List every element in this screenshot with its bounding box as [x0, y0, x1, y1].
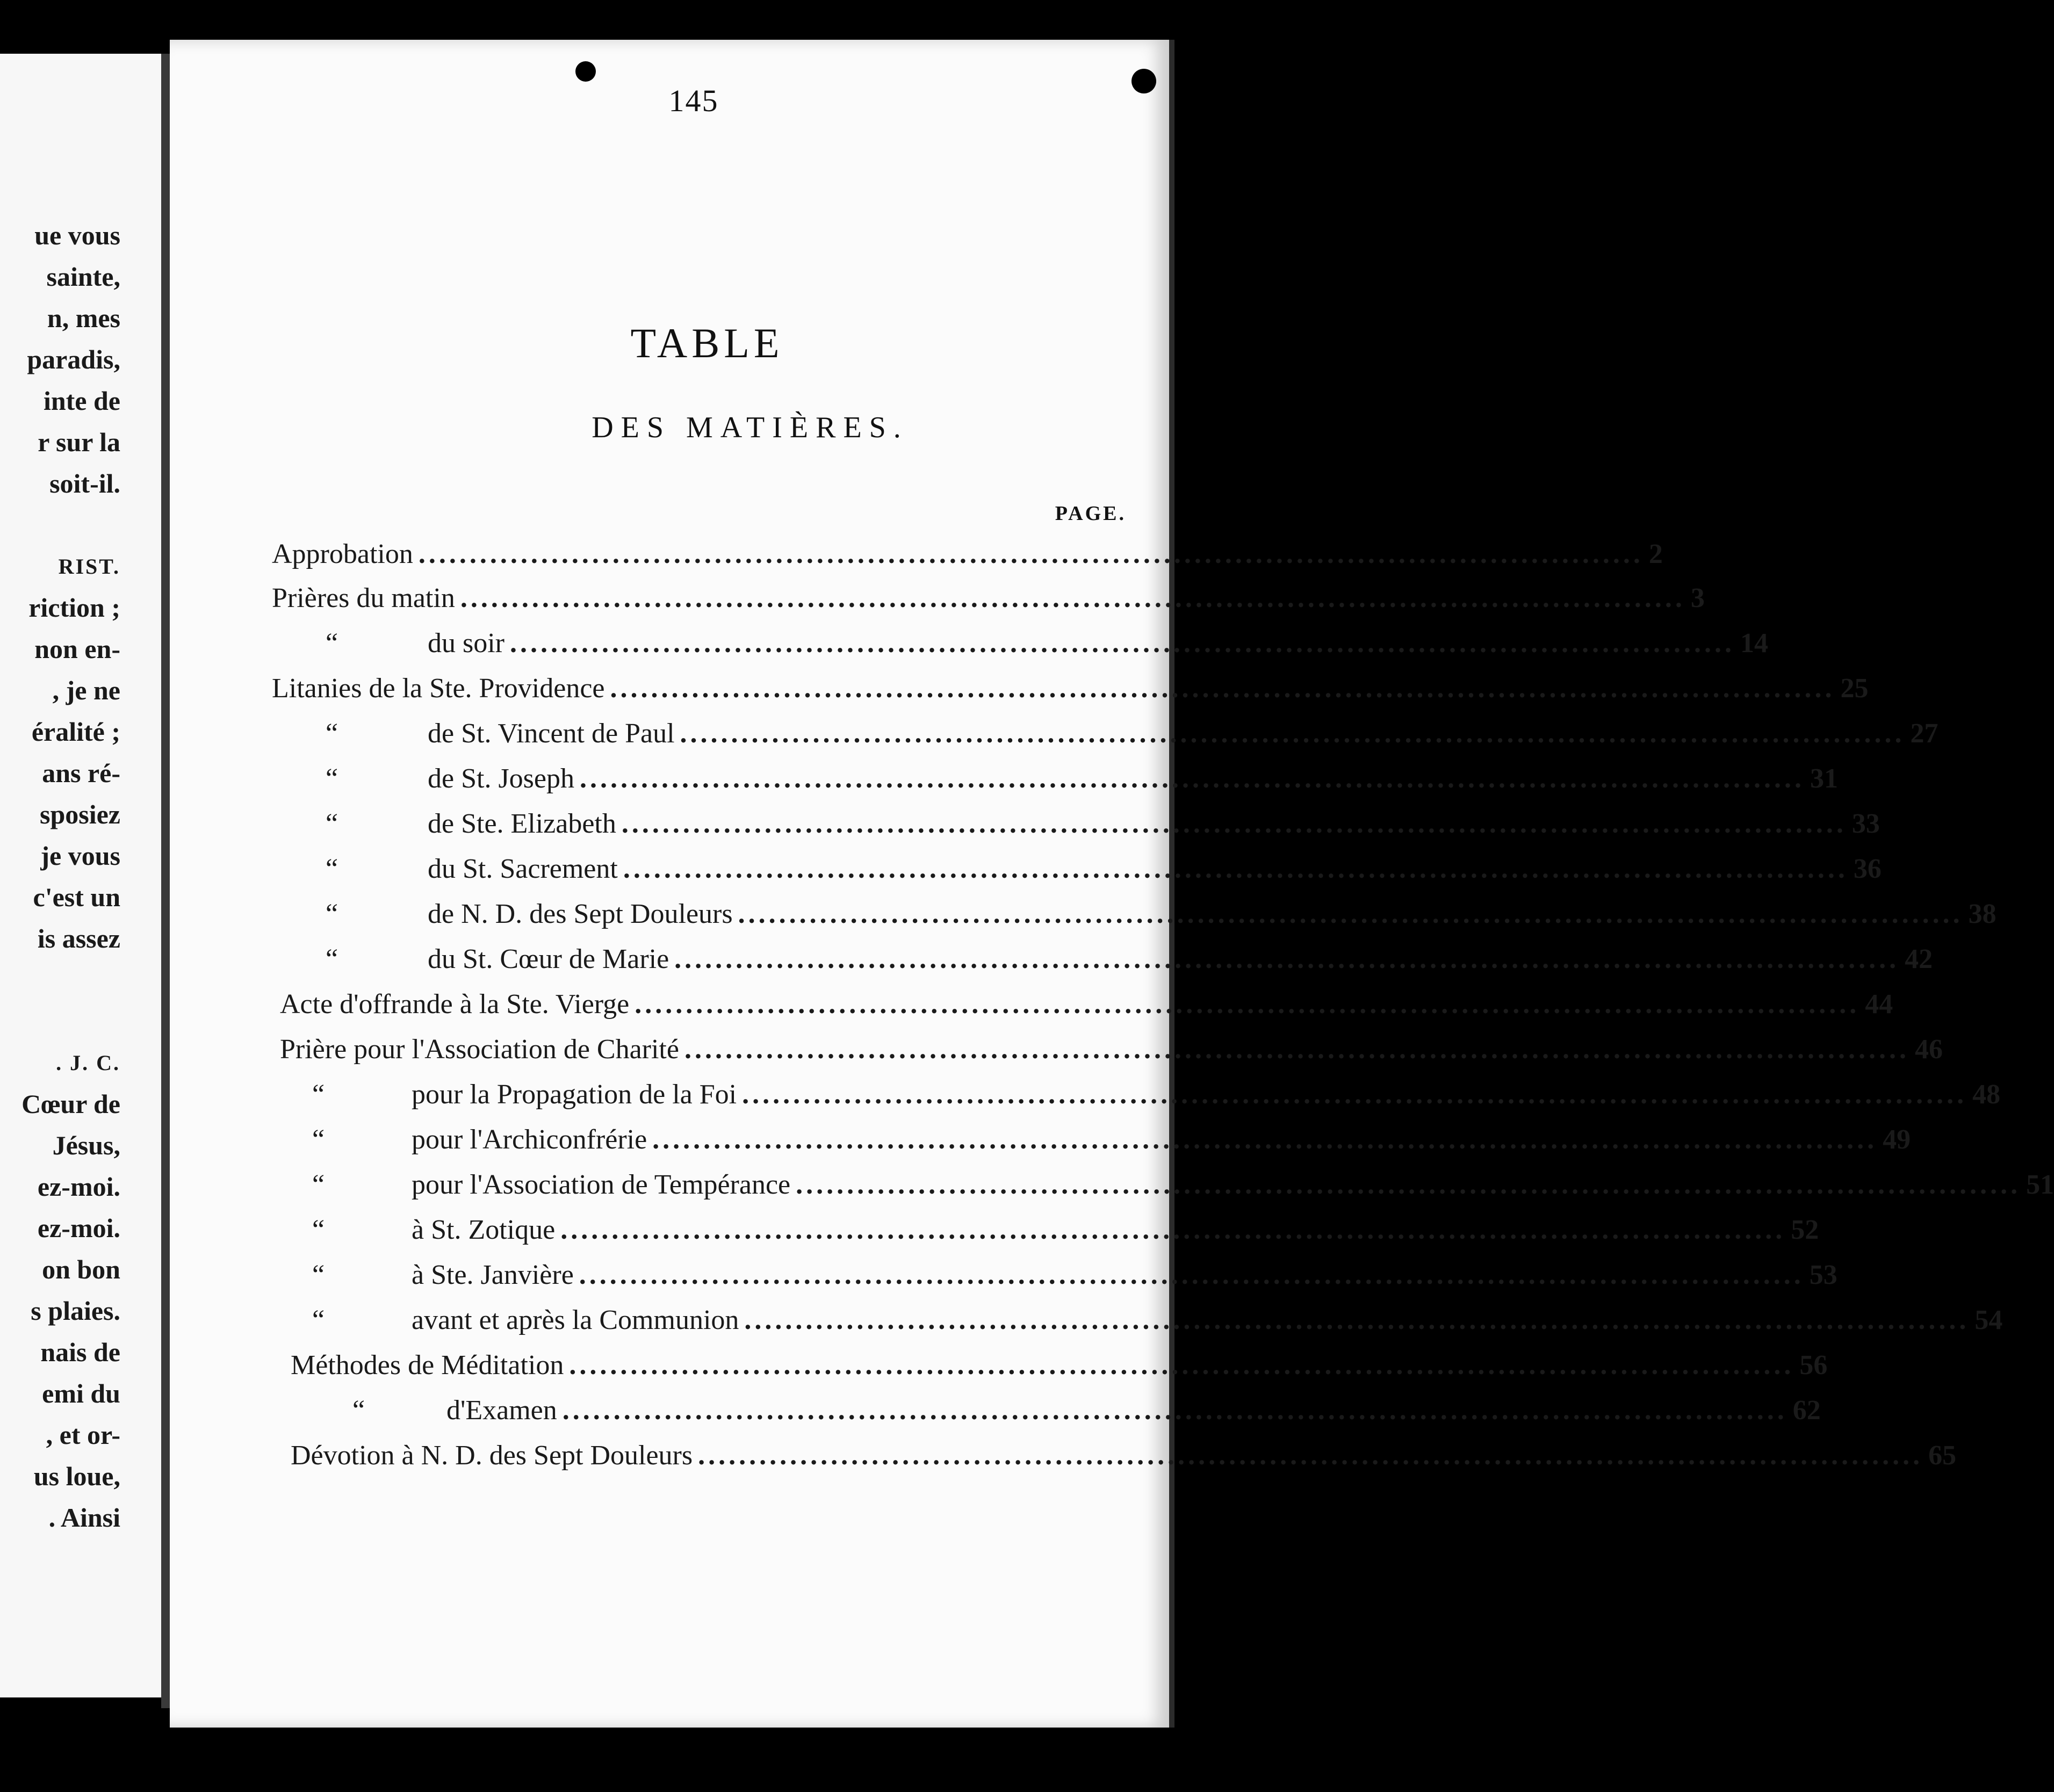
dot-leader: ........................................................................................................................ — [680, 718, 1905, 749]
toc-entry-page: 49 — [1883, 1124, 1911, 1155]
dot-leader: ........................................................................................................................ — [674, 944, 1900, 974]
dot-leader: ........................................................................................................................ — [652, 1124, 1878, 1155]
facing-page-gap — [0, 1001, 120, 1042]
facing-page-line: . J. C. — [56, 1051, 120, 1075]
facing-page-gap — [0, 959, 120, 1001]
dot-leader: ........................................................................................................................ — [418, 539, 1644, 569]
facing-page-line: n, mes — [47, 303, 120, 333]
toc-entry-title: de St. Joseph — [428, 763, 574, 794]
dot-leader: ........................................................................................................................ — [610, 673, 1835, 704]
toc-entry — [272, 582, 1705, 625]
toc-entry: “ de Ste. Elizabeth ........................................................................................................................ 33 — [326, 808, 1880, 839]
facing-page-line: Cœur de — [21, 1089, 120, 1119]
toc-entry-page: 3 — [1690, 583, 1705, 613]
toc-entry-page: 31 — [1810, 763, 1838, 794]
toc-entry: “ de N. D. des Sept Douleurs ........................................................................................................................ 38 — [326, 899, 1997, 929]
toc-entry-page: 33 — [1851, 808, 1880, 839]
page-title: TABLE — [630, 320, 784, 366]
toc-entry-page: 25 — [1840, 673, 1869, 704]
toc-entry-page: 36 — [1853, 854, 1882, 884]
facing-page-line: éralité ; — [31, 717, 120, 747]
facing-page-line: je vous — [40, 841, 120, 871]
toc-entry-page: 53 — [1809, 1260, 1837, 1290]
toc-entry: “ du soir ........................................................................................................................ 14 — [326, 628, 1768, 659]
facing-page-line: s plaies. — [31, 1296, 120, 1326]
toc-entry-page: 62 — [1792, 1395, 1821, 1426]
facing-page-line: inte de — [43, 386, 120, 416]
toc-entry: “ à St. Zotique ........................................................................................................................ 52 — [312, 1215, 1819, 1245]
dot-leader: ........................................................................................................................ — [460, 583, 1685, 613]
toc-entry — [272, 538, 1663, 581]
page-number: 145 — [668, 83, 719, 118]
facing-page-line: ans ré- — [42, 758, 120, 788]
book-gutter — [161, 54, 170, 1708]
toc-entry-title: avant et après la Communion — [412, 1305, 739, 1335]
toc-entry-page: 2 — [1648, 539, 1663, 569]
dot-leader: ........................................................................................................................ — [569, 1350, 1794, 1381]
facing-page-line: sainte, — [46, 262, 120, 292]
toc-entry: “ pour la Propagation de la Foi ........................................................................................................................ 48 — [312, 1079, 2001, 1110]
toc-entry-title: Prières du matin — [272, 583, 455, 613]
toc-entry-title: de Ste. Elizabeth — [428, 808, 616, 839]
toc-entry-title: du St. Cœur de Marie — [428, 944, 669, 974]
toc-entry-page: 44 — [1865, 989, 1893, 1020]
toc-entry-title: Dévotion à N. D. des Sept Douleurs — [291, 1440, 693, 1471]
facing-page-line: RIST. — [58, 554, 120, 579]
toc-entry: “ avant et après la Communion ........................................................................................................................ 54 — [312, 1305, 2003, 1335]
dot-leader: ........................................................................................................................ — [796, 1169, 2021, 1200]
toc-entry — [280, 1034, 1943, 1076]
toc-entry-page: 54 — [1974, 1305, 2003, 1335]
toc-entry-title: Acte d'offrande à la Ste. Vierge — [280, 989, 630, 1020]
dot-leader: ........................................................................................................................ — [621, 808, 1847, 839]
toc-entry-title: pour l'Archiconfrérie — [412, 1124, 647, 1155]
dot-leader: ........................................................................................................................ — [698, 1440, 1923, 1471]
page-column-header: PAGE. — [1055, 502, 1126, 525]
toc-entry-title: pour la Propagation de la Foi — [412, 1079, 737, 1110]
facing-page-line: is assez — [37, 923, 120, 953]
facing-page-line: on bon — [42, 1254, 120, 1284]
facing-page-text — [0, 215, 120, 1538]
toc-entry-page: 42 — [1905, 944, 1933, 974]
facing-page-line: ez-moi. — [37, 1213, 120, 1243]
toc-entry-page: 65 — [1928, 1440, 1957, 1471]
facing-page-line: . Ainsi — [48, 1502, 120, 1533]
toc-entry — [291, 1349, 1828, 1392]
facing-page-gap — [0, 504, 120, 546]
dot-leader: ........................................................................................................................ — [744, 1305, 1970, 1335]
toc-entry-title: du soir — [428, 628, 505, 659]
facing-page-line: , je ne — [52, 675, 120, 705]
toc-entry-page: 56 — [1799, 1350, 1828, 1381]
facing-page-left — [0, 54, 164, 1697]
toc-entry-title: pour l'Association de Tempérance — [412, 1169, 791, 1200]
dot-leader: ........................................................................................................................ — [742, 1079, 1967, 1110]
toc-entry-title: à Ste. Janvière — [412, 1260, 574, 1290]
page-table-of-contents — [170, 40, 2054, 1728]
dot-leader: ........................................................................................................................ — [562, 1395, 1788, 1426]
toc-entry: “ pour l'Association de Tempérance ........................................................................................................................ 51 — [312, 1169, 2054, 1200]
dot-leader: ........................................................................................................................ — [560, 1215, 1786, 1245]
facing-page-line: nais de — [40, 1337, 120, 1367]
toc-entry: “ de St. Joseph ........................................................................................................................ 31 — [326, 763, 1838, 794]
toc-entry-title: d'Examen — [446, 1395, 557, 1426]
toc-entry-title: de N. D. des Sept Douleurs — [428, 899, 733, 929]
toc-entry-page: 51 — [2026, 1169, 2054, 1200]
toc-entry-title: Méthodes de Méditation — [291, 1350, 564, 1381]
dot-leader: ........................................................................................................................ — [684, 1034, 1909, 1065]
toc-entry-page: 46 — [1914, 1034, 1943, 1065]
toc-list — [170, 40, 2054, 1728]
facing-page-line: ue vous — [34, 220, 120, 250]
facing-page-line: riction ; — [28, 592, 120, 623]
facing-page-line: non en- — [34, 634, 120, 664]
toc-entry-title: du St. Sacrement — [428, 854, 618, 884]
toc-entry — [272, 673, 1869, 716]
toc-entry-title: à St. Zotique — [412, 1215, 556, 1245]
facing-page-line: emi du — [42, 1378, 120, 1408]
facing-page-line: c'est un — [33, 882, 120, 912]
dot-leader: ........................................................................................................................ — [579, 1260, 1804, 1290]
toc-entry-title: de St. Vincent de Paul — [428, 718, 675, 749]
facing-page-line: soit-il. — [49, 468, 120, 498]
toc-entry: “ d'Examen ........................................................................................................................ 62 — [352, 1395, 1821, 1426]
facing-page-line: paradis, — [27, 344, 120, 374]
toc-entry: “ à Ste. Janvière ........................................................................................................................ 53 — [312, 1260, 1837, 1290]
facing-page-line: ez-moi. — [37, 1172, 120, 1202]
page-subtitle: DES MATIÈRES. — [592, 411, 909, 444]
toc-entry-title: Litanies de la Ste. Providence — [272, 673, 605, 704]
toc-entry: “ du St. Cœur de Marie ........................................................................................................................ 42 — [326, 944, 1933, 974]
dot-leader: ........................................................................................................................ — [623, 854, 1848, 884]
toc-entry-page: 14 — [1740, 628, 1768, 659]
facing-page-line: r sur la — [38, 427, 120, 457]
toc-entry: “ de St. Vincent de Paul ........................................................................................................................ 27 — [326, 718, 1938, 749]
dot-leader: ........................................................................................................................ — [738, 899, 1963, 929]
toc-entry-page: 27 — [1910, 718, 1938, 749]
toc-entry-page: 38 — [1968, 899, 1997, 929]
dot-leader: ........................................................................................................................ — [510, 628, 1735, 659]
dot-leader: ........................................................................................................................ — [580, 763, 1805, 794]
toc-entry: “ du St. Sacrement ........................................................................................................................ 36 — [326, 854, 1882, 884]
toc-entry-title: Approbation — [272, 539, 413, 569]
facing-page-line: , et or- — [46, 1420, 120, 1450]
toc-entry-page: 48 — [1972, 1079, 2001, 1110]
toc-entry-page: 52 — [1791, 1215, 1819, 1245]
facing-page-line: sposiez — [40, 799, 120, 829]
toc-entry — [280, 988, 1893, 1031]
dot-leader: ........................................................................................................................ — [635, 989, 1860, 1020]
toc-entry: “ pour l'Archiconfrérie ........................................................................................................................ 49 — [312, 1124, 1911, 1155]
facing-page-line: Jésus, — [52, 1130, 120, 1160]
facing-page-line: us loue, — [33, 1461, 120, 1491]
toc-entry — [291, 1440, 1957, 1483]
toc-entry-title: Prière pour l'Association de Charité — [280, 1034, 679, 1065]
